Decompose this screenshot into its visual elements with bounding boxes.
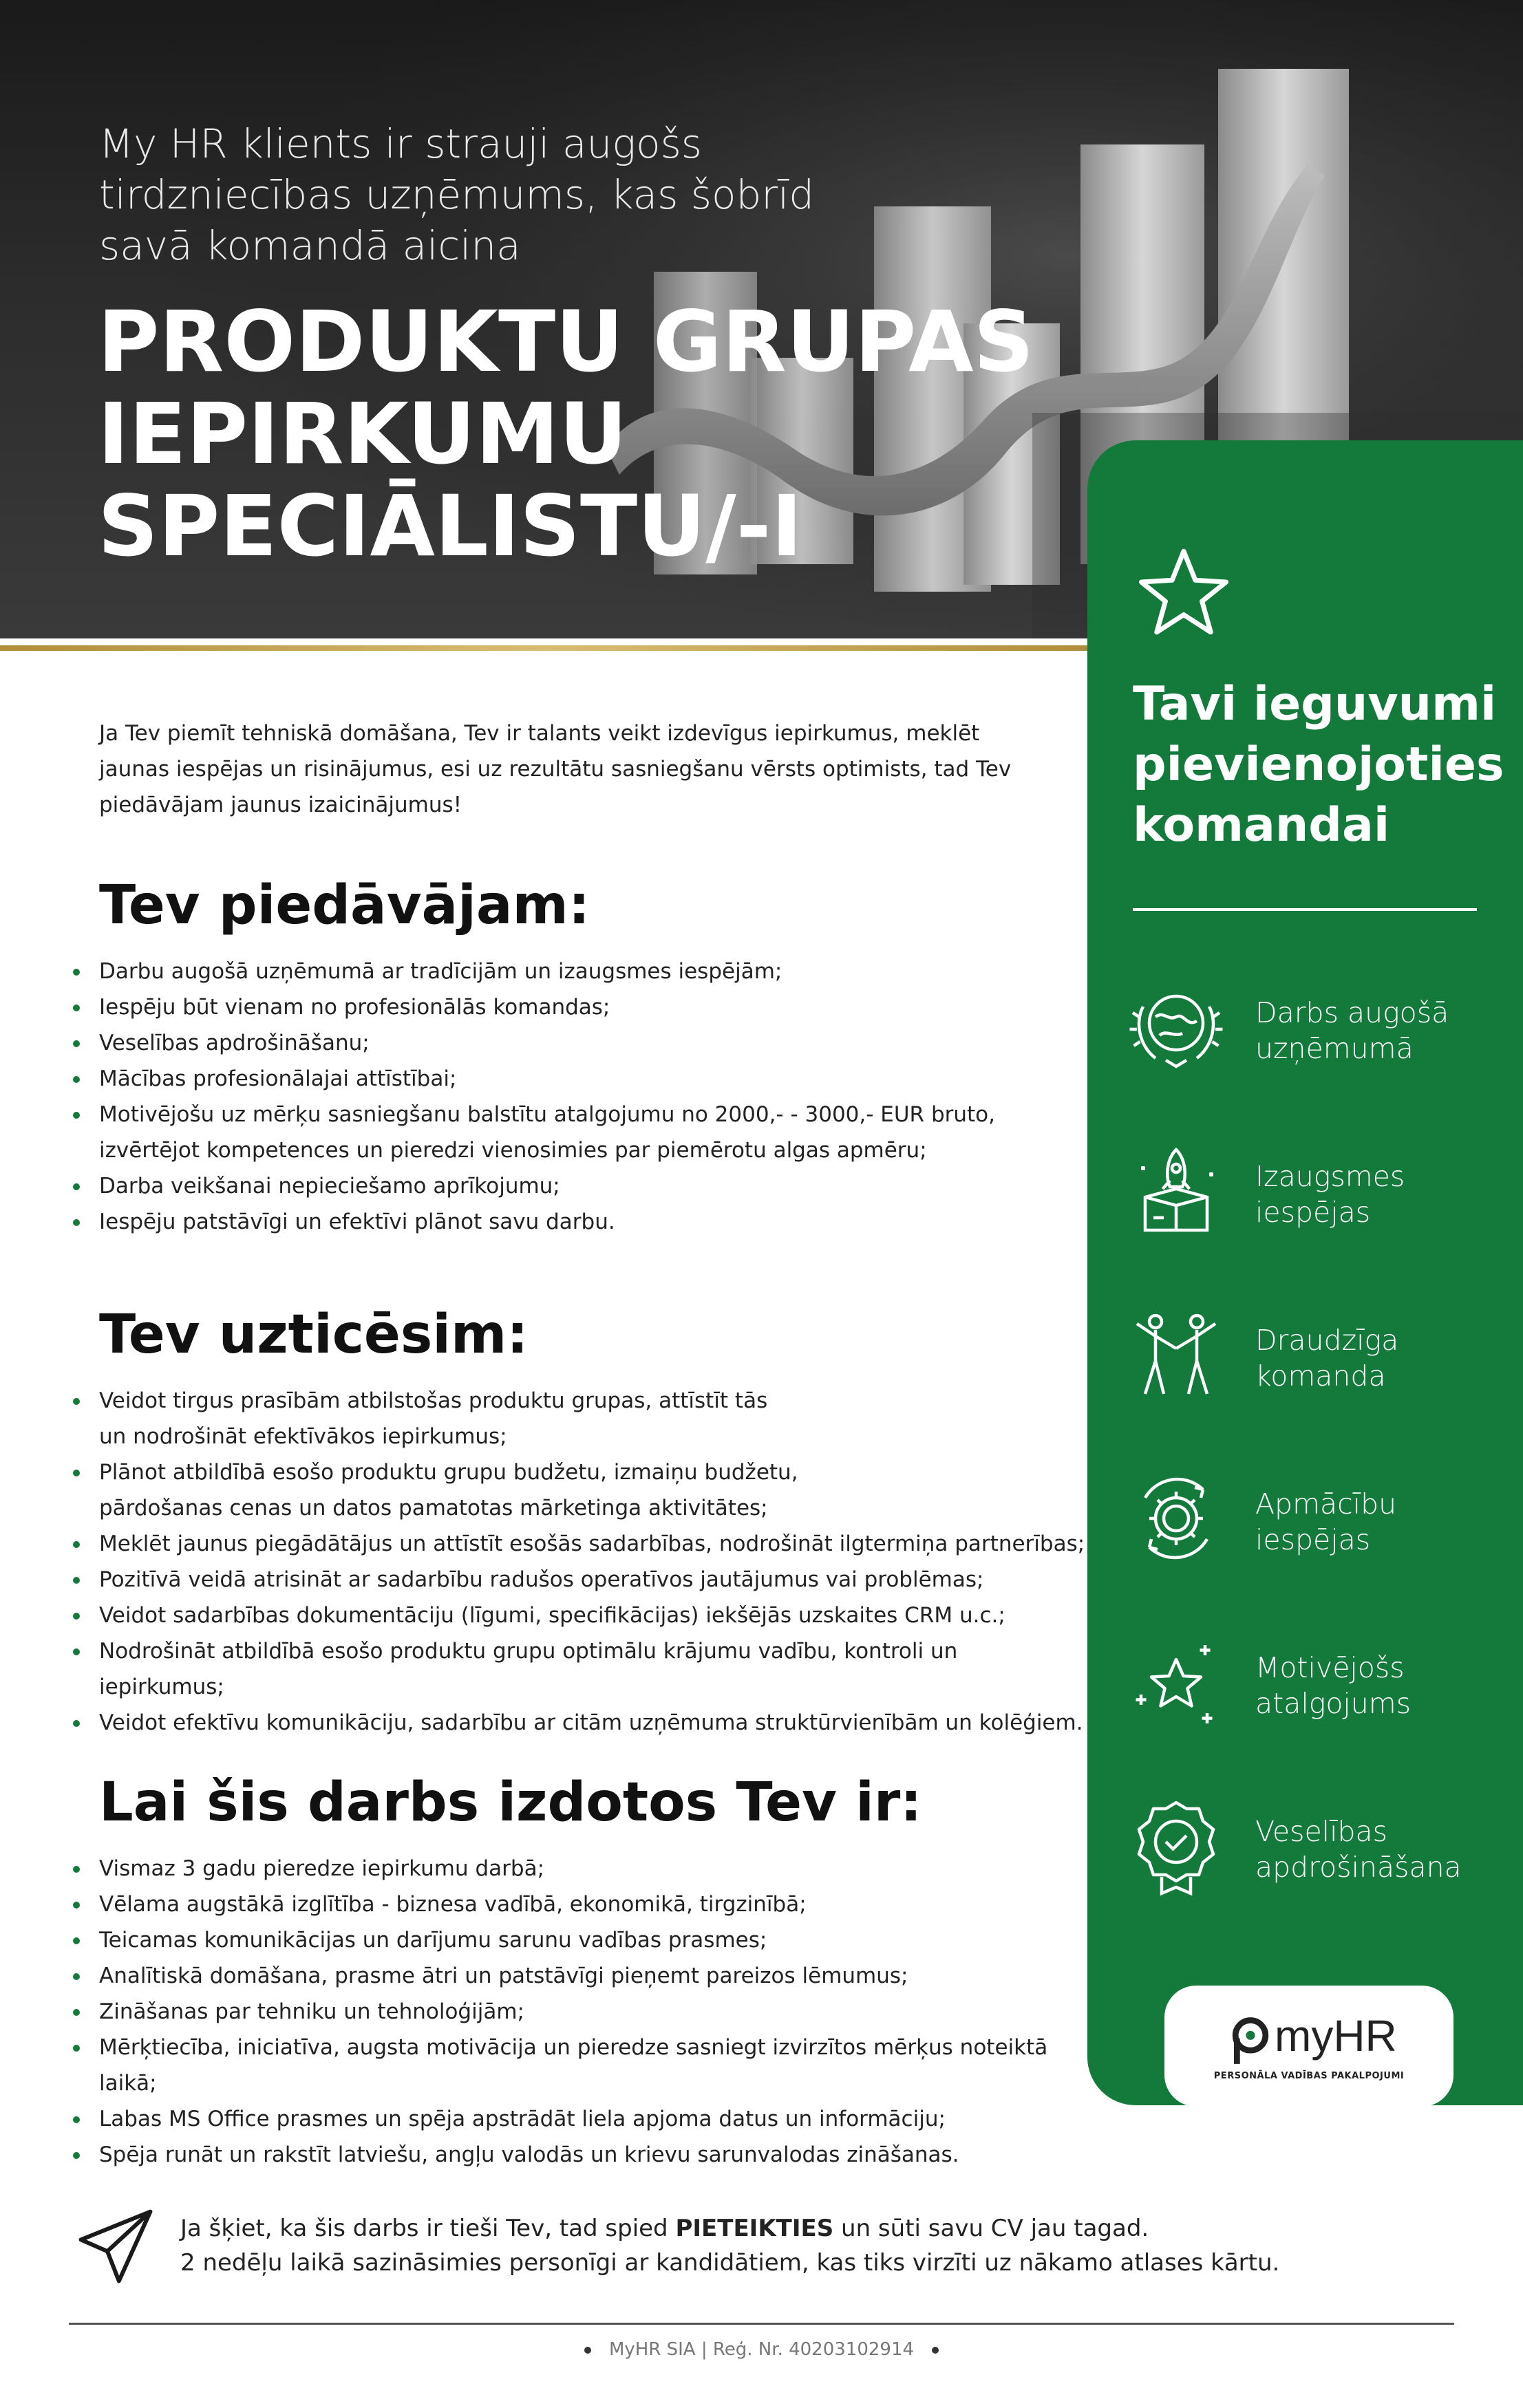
intro-line: My HR klients ir strauji augošs xyxy=(99,120,703,167)
job-title-line: IEPIRKUMU xyxy=(98,385,628,483)
benefit-item xyxy=(1125,1139,1510,1263)
offer-list xyxy=(69,954,1087,1240)
benefits-divider xyxy=(1133,908,1477,911)
list-item: Iespēju patstāvīgi un efektīvi plānot savu darbu. xyxy=(69,1204,1087,1240)
tasks-list xyxy=(69,1383,1087,1741)
benefit-label: Izaugsmes iespējas xyxy=(1255,1160,1405,1229)
job-title xyxy=(98,293,1061,575)
rocket-box-icon xyxy=(1125,1139,1228,1243)
intro-line: tirdzniecības uzņēmums, kas šobrīd xyxy=(99,171,815,218)
list-item: Iespēju būt vienam no profesionālās komandas; xyxy=(69,989,1087,1025)
lead-paragraph: Ja Tev piemīt tehniskā domāšana, Tev ir talants veikt izdevīgus iepirkumus, meklēt jaunas iespējas un risinājumus, esi uz rezultātu sasniegšanu vērsts optimists, tad Tev piedāvājam jaunus izaicinājumus! xyxy=(99,721,1012,817)
star-icon xyxy=(1136,544,1232,640)
cta-text-after: un sūti savu CV jau tagad. xyxy=(833,2215,1149,2242)
list-item: Plānot atbildībā esošo produktu grupu budžetu, izmaiņu budžetu, pārdošanas cenas un datos pamatotas mārketinga aktivitātes; xyxy=(69,1454,829,1526)
gear-cycle-icon xyxy=(1125,1467,1228,1570)
benefit-item xyxy=(1125,1467,1510,1591)
benefit-item xyxy=(1125,1303,1510,1427)
benefit-label: Apmācību iespējas xyxy=(1255,1487,1397,1556)
cta-line-1 xyxy=(180,2211,1350,2246)
list-item: Mērķtiecība, iniciatīva, augsta motivācija un pieredze sasniegt izvirzītos mērķus noteiktā laikā; xyxy=(69,2030,1087,2101)
benefit-label: Motivējošs atalgojums xyxy=(1255,1651,1412,1720)
logo-wordmark: myHR xyxy=(1275,2011,1397,2061)
footer-bullet xyxy=(584,2347,591,2354)
benefit-label: Darbs augošā uzņēmumā xyxy=(1255,996,1449,1065)
list-item: Pozitīvā veidā atrisināt ar sadarbību radušos operatīvos jautājumus vai problēmas; xyxy=(69,1562,1087,1598)
list-item: Vismaz 3 gadu pieredze iepirkumu darbā; xyxy=(69,1851,1087,1886)
tasks-heading: Tev uzticēsim: xyxy=(99,1304,529,1366)
job-title-line: SPECIĀLISTU/-I xyxy=(98,477,802,575)
company-registration: MyHR SIA | Reģ. Nr. 40203102914 xyxy=(608,2339,915,2360)
list-item: Zināšanas par tehniku un tehnoloģijām; xyxy=(69,1994,1087,2030)
job-title-line: PRODUKTU GRUPAS xyxy=(98,293,1034,391)
requirements-heading: Lai šis darbs izdotos Tev ir: xyxy=(99,1772,922,1834)
benefit-item xyxy=(1125,976,1510,1099)
offer-heading: Tev piedāvājam: xyxy=(99,874,590,936)
list-item: Veidot sadarbības dokumentāciju (līgumi, specifikācijas) iekšējās uzskaites CRM u.c.; xyxy=(69,1598,1087,1633)
team-people-icon xyxy=(1125,1303,1228,1406)
globe-laurel-icon xyxy=(1125,976,1228,1079)
cta-line-2: 2 nedēļu laikā sazināsimies personīgi ar kandidātiem, kas tiks virzīti uz nākamo atlases kārtu. xyxy=(180,2249,1280,2277)
list-item: Labas MS Office prasmes un spēja apstrādāt liela apjoma datus un informāciju; xyxy=(69,2101,1087,2137)
logo-tagline: PERSONĀLA VADĪBAS PAKALPOJUMI xyxy=(1213,2071,1405,2081)
benefit-label: Veselības apdrošināšana xyxy=(1255,1815,1462,1884)
intro-line: savā komandā aicina xyxy=(99,222,521,269)
list-item: Spēja runāt un rakstīt latviešu, angļu valodās un krievu sarunvalodas zināšanas. xyxy=(69,2137,1087,2173)
apply-call-to-action xyxy=(180,2211,1350,2280)
myhr-logo-card xyxy=(1164,1986,1453,2107)
benefit-item xyxy=(1125,1631,1510,1754)
benefit-item xyxy=(1125,1794,1510,1918)
badge-check-icon xyxy=(1125,1794,1228,1898)
list-item: Vēlama augstākā izglītība - biznesa vadībā, ekonomikā, tirgzinībā; xyxy=(69,1886,1087,1922)
benefits-panel xyxy=(1087,440,1523,2105)
benefits-title: Tavi ieguvumi pievienojoties komandai xyxy=(1133,677,1504,852)
apply-keyword: PIETEIKTIES xyxy=(675,2215,834,2242)
list-item: Veselības apdrošināšanu; xyxy=(69,1025,1087,1061)
list-item: Mācības profesionālajai attīstībai; xyxy=(69,1061,1087,1097)
list-item: Darba veikšanai nepieciešamo aprīkojumu; xyxy=(69,1168,1087,1204)
list-item: Analītiskā domāšana, prasme ātri un patstāvīgi pieņemt pareizos lēmumus; xyxy=(69,1958,1087,1994)
list-item: Veidot tirgus prasībām atbilstošas produktu grupas, attīstīt tās un nodrošināt efektīvākos iepirkumus; xyxy=(69,1383,801,1454)
gold-divider xyxy=(0,645,1094,651)
cta-text-before: Ja šķiet, ka šis darbs ir tieši Tev, tad spied xyxy=(180,2215,676,2242)
send-icon xyxy=(74,2205,157,2288)
list-item: Nodrošināt atbildībā esošo produktu grupu optimālu krājumu vadību, kontroli un iepirkumus; xyxy=(69,1633,1087,1705)
list-item: Veidot efektīvu komunikāciju, sadarbību ar citām uzņēmuma struktūrvienībām un kolēģiem. xyxy=(69,1705,1087,1741)
intro-text xyxy=(99,118,856,271)
footer-divider xyxy=(69,2323,1454,2325)
myhr-logo-icon xyxy=(1228,2016,1273,2065)
list-item: Teicamas komunikācijas un darījumu sarunu vadības prasmes; xyxy=(69,1922,1087,1958)
footer xyxy=(0,2336,1523,2363)
list-item: Meklēt jaunus piegādātājus un attīstīt esošās sadarbības, nodrošināt ilgtermiņa partnerības; xyxy=(69,1526,1087,1562)
star-sparkle-icon xyxy=(1125,1631,1228,1734)
list-item: Motivējošu uz mērķu sasniegšanu balstītu atalgojumu no 2000,- - 3000,- EUR bruto, izvērtējot kompetences un pieredzi vienosimies par piemērotu algas apmēru; xyxy=(69,1097,1076,1168)
list-item: Darbu augošā uzņēmumā ar tradīcijām un izaugsmes iespējām; xyxy=(69,954,1087,989)
benefit-label: Draudzīga komanda xyxy=(1255,1324,1399,1393)
footer-bullet xyxy=(932,2347,939,2354)
requirements-list xyxy=(69,1851,1087,2173)
